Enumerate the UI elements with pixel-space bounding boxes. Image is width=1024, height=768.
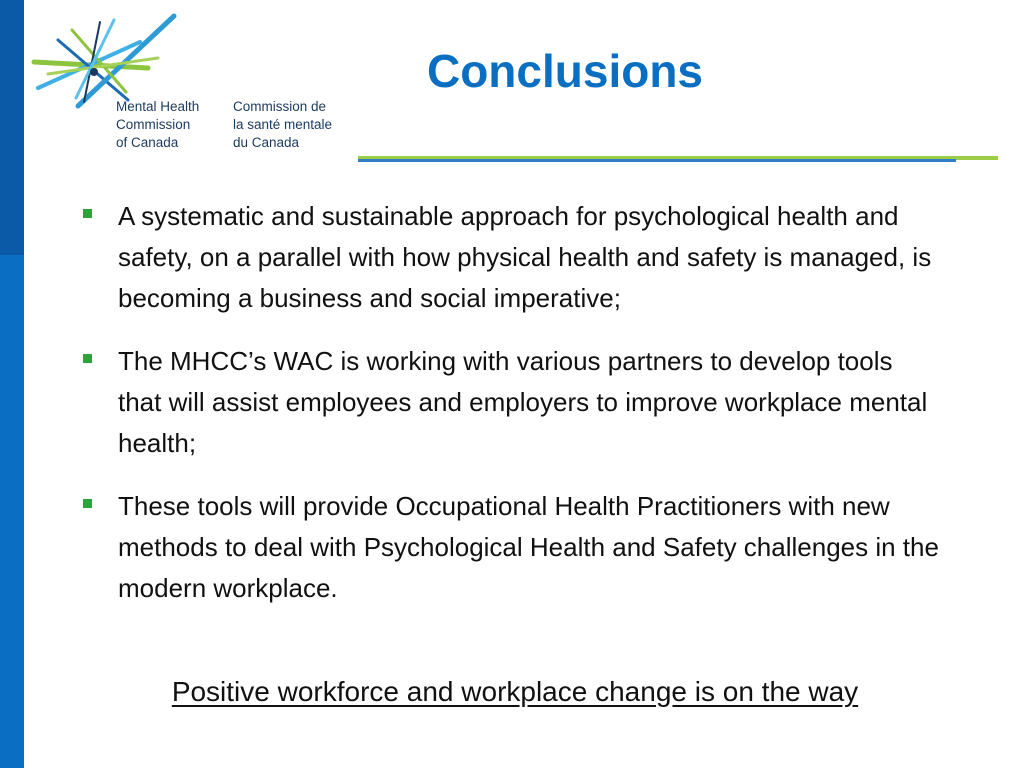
logo-line: du Canada xyxy=(233,135,300,150)
bullet-item xyxy=(80,341,940,464)
logo-line: Mental Health xyxy=(116,99,200,114)
left-sidebar-bar xyxy=(0,0,24,768)
square-bullet-icon xyxy=(83,209,92,218)
bullet-list xyxy=(80,196,940,631)
logo-line: Commission de xyxy=(233,99,327,114)
mhcc-logo xyxy=(28,10,358,160)
square-bullet-icon xyxy=(83,499,92,508)
slide-title: Conclusions xyxy=(426,45,704,97)
starburst-logo-icon xyxy=(28,10,188,110)
tagline: Positive workforce and workplace change is on the way xyxy=(171,676,859,707)
logo-text-english xyxy=(116,98,199,152)
bullet-item xyxy=(80,196,940,319)
bullet-text: The MHCC’s WAC is working with various partners to develop tools that will assist employees and employers to improve workplace mental health; xyxy=(118,346,928,458)
bullet-text: These tools will provide Occupational Health Practitioners with new methods to deal with Psychological Health and Safety challenges in the modern workplace. xyxy=(118,491,939,603)
logo-line: la santé mentale xyxy=(233,117,333,132)
bullet-item xyxy=(80,486,940,609)
logo-text-french xyxy=(233,98,332,152)
left-sidebar-top-shade xyxy=(0,0,24,255)
square-bullet-icon xyxy=(83,354,92,363)
logo-line: Commission xyxy=(116,117,191,132)
title-divider-blue xyxy=(358,159,956,162)
logo-line: of Canada xyxy=(116,135,179,150)
bullet-text: A systematic and sustainable approach for psychological health and safety, on a parallel with how physical health and safety is managed, is becoming a business and social imperative; xyxy=(118,201,932,313)
